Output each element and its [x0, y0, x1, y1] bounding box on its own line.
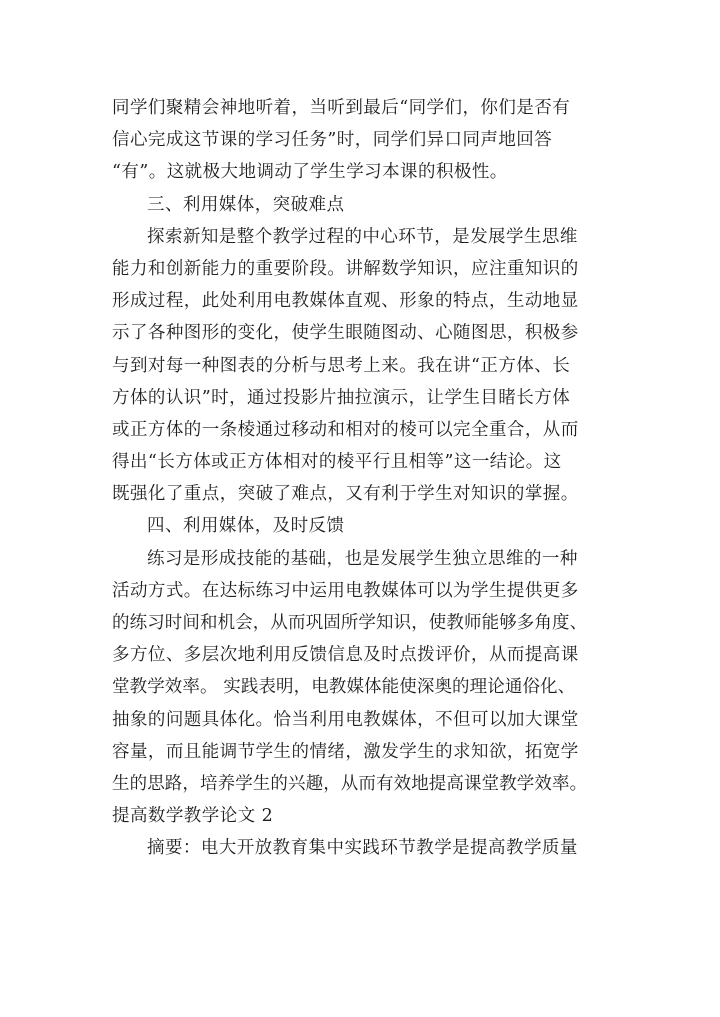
- body-text-line: 多方位、多层次地利用反馈信息及时点拨评价，从而提高课: [112, 645, 579, 666]
- body-text-line: “有”。这就极大地调动了学生学习本课的积极性。: [112, 162, 508, 183]
- abstract-line: 摘要：电大开放教育集中实践环节教学是提高教学质量: [147, 838, 578, 859]
- section-heading: 四、利用媒体，及时反馈: [147, 516, 345, 537]
- document-page: [112, 92, 622, 865]
- body-text-line: 活动方式。在达标练习中运用电教媒体可以为学生提供更多: [112, 580, 579, 601]
- body-text-line: 堂教学效率。 实践表明，电教媒体能使深奥的理论通俗化、: [112, 677, 576, 698]
- body-text-line: 信心完成这节课的学习任务”时，同学们异口同声地回答: [112, 130, 553, 151]
- body-text-line: 的练习时间和机会，从而巩固所学知识，使教师能够多角度、: [112, 613, 588, 633]
- body-text-line: 抽象的问题具体化。恰当利用电教媒体，不但可以加大课堂: [112, 709, 579, 730]
- body-text-line: 能力和创新能力的重要阶段。讲解数学知识，应注重知识的: [112, 258, 579, 279]
- body-text-line: 探索新知是整个教学过程的中心环节，是发展学生思维: [147, 226, 578, 247]
- body-text-line: 生的思路，培养学生的兴趣，从而有效地提高课堂教学效率。: [112, 773, 588, 794]
- body-text-line: 同学们聚精会神地听着，当听到最后“同学们，你们是否有: [112, 98, 571, 118]
- body-text-line: 容量，而且能调节学生的情绪，激发学生的求知欲，拓宽学: [112, 741, 579, 762]
- section-heading: 三、利用媒体，突破难点: [147, 194, 345, 215]
- article-title: 提高数学教学论文 2: [112, 806, 274, 827]
- body-text-line: 得出“长方体或正方体相对的棱平行且相等”这一结论。这: [112, 452, 562, 473]
- body-text-line: 练习是形成技能的基础，也是发展学生独立思维的一种: [147, 548, 578, 569]
- body-text-line: 或正方体的一条棱通过移动和相对的棱可以完全重合，从而: [112, 419, 579, 440]
- body-text-line: 与到对每一种图表的分析与思考上来。我在讲“正方体、长: [112, 355, 571, 376]
- body-text-line: 方体的认识”时，通过投影片抽拉演示，让学生目睹长方体: [112, 387, 571, 408]
- body-text-line: 示了各种图形的变化，使学生眼随图动、心随图思，积极参: [112, 323, 579, 344]
- body-text-line: 形成过程，此处利用电教媒体直观、形象的特点，生动地显: [112, 291, 579, 312]
- body-text-line: 既强化了重点，突破了难点，又有利于学生对知识的掌握。: [112, 484, 579, 505]
